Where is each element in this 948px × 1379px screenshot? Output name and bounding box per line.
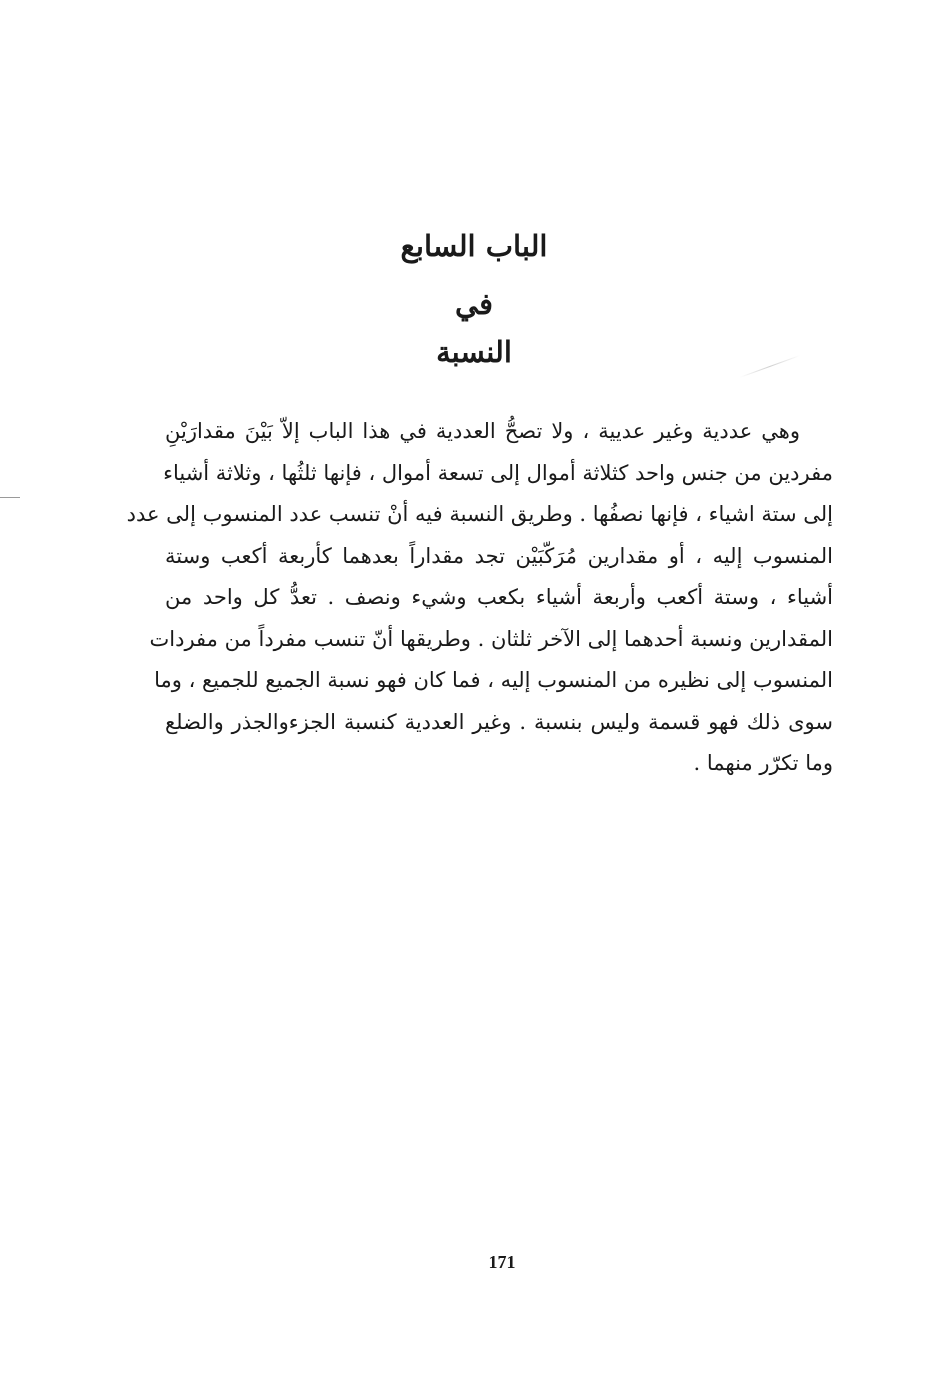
chapter-title-preposition: في — [454, 287, 494, 321]
body-line: وما تكرّر منهما . — [693, 751, 833, 775]
chapter-topic: النسبة — [436, 335, 512, 369]
body-line: مفردين من جنس واحد كثلاثة أموال إلى تسعة أموال ، فإنها ثلثُها ، وثلاثة أشياء — [163, 460, 833, 485]
chapter-title: الباب السابع — [400, 229, 548, 263]
body-line: أشياء ، وستة أكعب وأربعة أشياء بكعب وشيء ونصف . تعدُّ كل واحد من — [165, 585, 833, 609]
margin-mark — [0, 497, 20, 498]
body-line: المنسوب إليه ، أو مقدارين مُرَكّبَيْن تجد مقداراً بعدهما كأربعة أكعب وستة — [165, 543, 833, 568]
body-line: إلى ستة اشياء ، فإنها نصفُها . وطريق النسبة فيه أنْ تنسب عدد المنسوب إلى عدد — [126, 502, 833, 526]
body-line: المقدارين ونسبة أحدهما إلى الآخر ثلثان . وطريقها أنّ تنسب مفرداً من مفردات — [149, 626, 833, 651]
page-number: 171 — [488, 1252, 516, 1272]
body-line: وهي عددية وغير عديية ، ولا تصحُّ العددية في هذا الباب إلاّ بَيْنَ مقدارَيْنِ — [165, 419, 800, 443]
body-line: سوى ذلك فهو قسمة وليس بنسبة . وغير العددية كنسبة الجزءوالجذر والضلع — [165, 709, 833, 734]
body-line: المنسوب إلى نظيره من المنسوب إليه ، فما كان فهو نسبة الجميع للجميع ، وما — [154, 668, 833, 692]
body-paragraph — [126, 411, 833, 785]
